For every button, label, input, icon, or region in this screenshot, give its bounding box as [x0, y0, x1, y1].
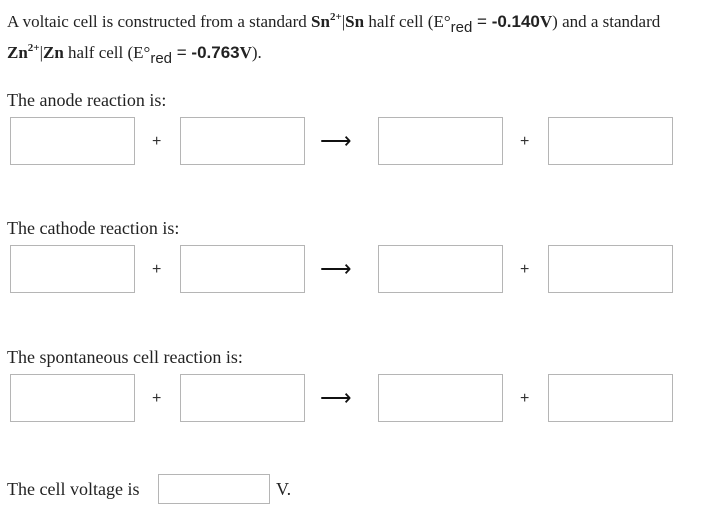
anode-reactant-2-input[interactable]: [180, 117, 305, 165]
cathode-reactant-1-input[interactable]: [10, 245, 135, 293]
anode-arrow: ⟶: [320, 128, 352, 153]
cathode-reactant-2-input[interactable]: [180, 245, 305, 293]
zn-species: $Zn^{2+}$: [7, 42, 40, 62]
anode-product-1-input[interactable]: [378, 117, 503, 165]
cathode-arrow: ⟶: [320, 256, 352, 281]
spontaneous-plus-1: +: [152, 390, 162, 407]
voltage-unit: V.: [276, 479, 292, 499]
cathode-product-1-input[interactable]: [378, 245, 503, 293]
spontaneous-arrow: ⟶: [320, 385, 352, 410]
cathode-plus-2: +: [520, 261, 530, 278]
sn-potential: -0.140: [491, 12, 540, 31]
spontaneous-reactant-1-input[interactable]: [10, 374, 135, 422]
spontaneous-product-2-input[interactable]: [548, 374, 673, 422]
spontaneous-product-1-input[interactable]: [378, 374, 503, 422]
cell-voltage-input[interactable]: [158, 474, 270, 504]
anode-product-2-input[interactable]: [548, 117, 673, 165]
spontaneous-label: The spontaneous cell reaction is:: [7, 347, 243, 367]
zn-potential: -0.763: [191, 43, 240, 62]
cathode-plus-1: +: [152, 261, 162, 278]
question-text: A voltaic cell is constructed from a standard $Sn^{2+}|Sn$ half cell $(E^\circ_{red} = -0.140V)$ and a standard $Zn^{2+}|Zn$ half cell $(E^\circ_{red} = -0.763V)$.: [7, 11, 661, 67]
sn-species: $Sn^{2+}$: [311, 11, 342, 31]
spontaneous-reactant-2-input[interactable]: [180, 374, 305, 422]
voltage-label: The cell voltage is: [7, 479, 140, 499]
anode-label: The anode reaction is:: [7, 90, 167, 110]
anode-plus-2: +: [520, 133, 530, 150]
anode-plus-1: +: [152, 133, 162, 150]
cathode-label: The cathode reaction is:: [7, 218, 180, 238]
cathode-product-2-input[interactable]: [548, 245, 673, 293]
spontaneous-plus-2: +: [520, 390, 530, 407]
anode-reactant-1-input[interactable]: [10, 117, 135, 165]
